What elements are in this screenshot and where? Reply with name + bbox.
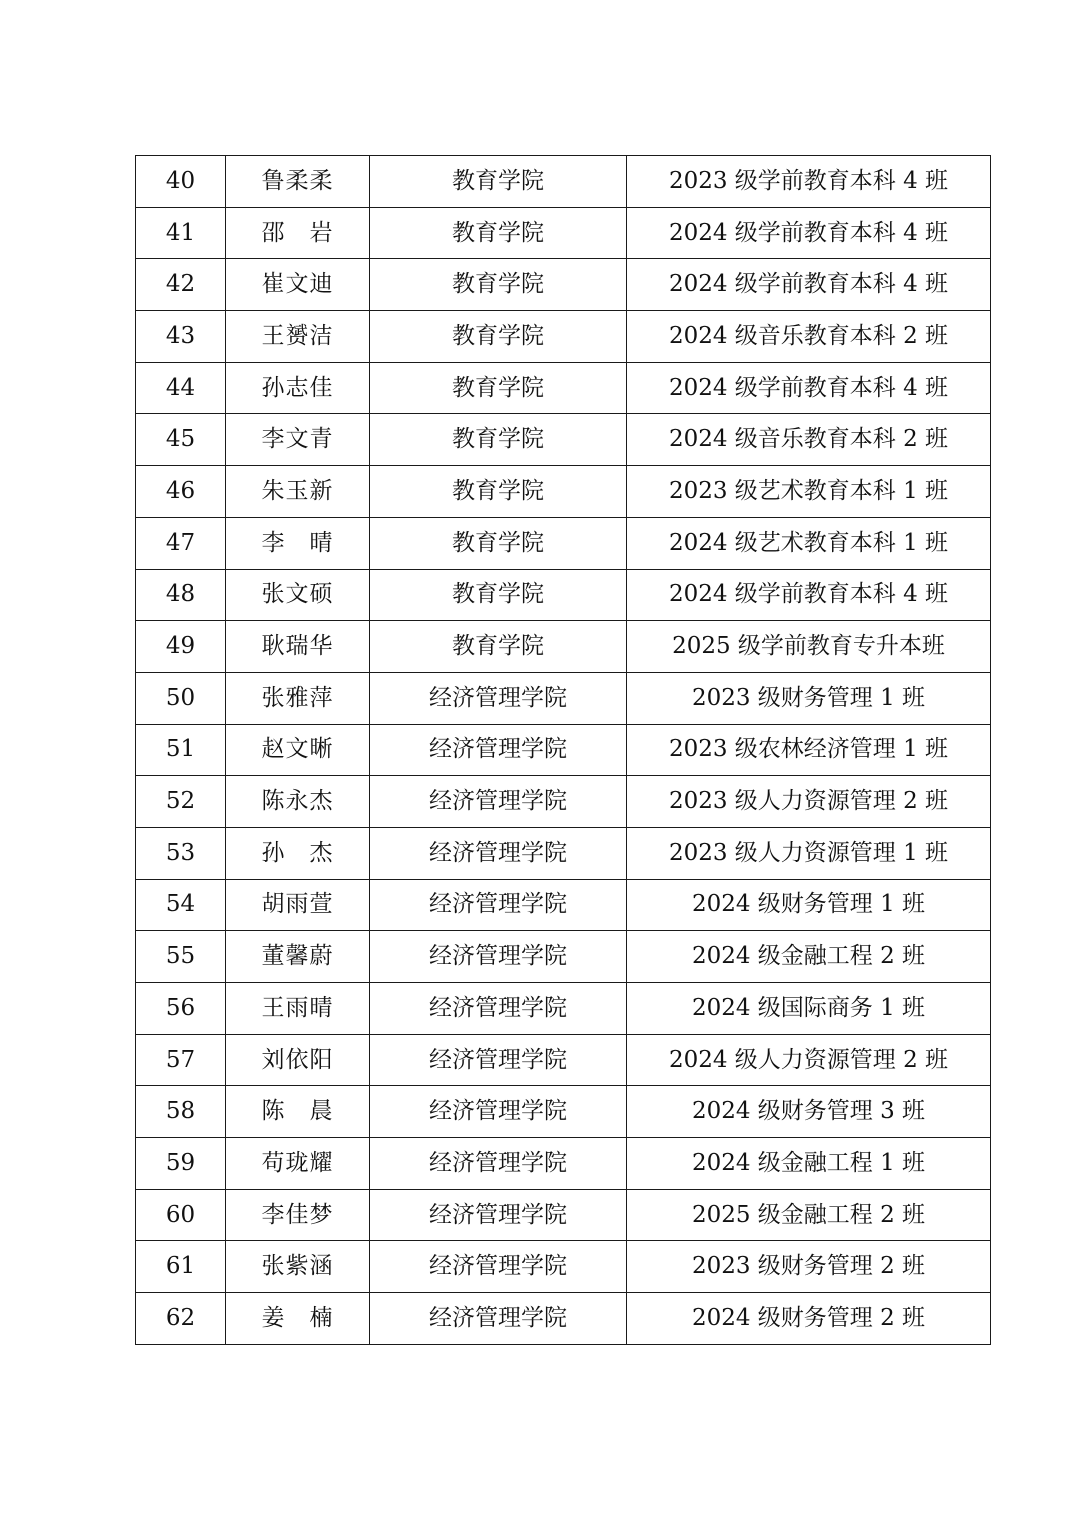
college-name: 教育学院 [370,517,627,569]
college-name: 经济管理学院 [370,983,627,1035]
row-number: 46 [136,466,226,518]
table-row [136,259,991,311]
class-name: 2024 级国际商务 1 班 [627,983,991,1035]
college-name: 教育学院 [370,207,627,259]
table-row [136,569,991,621]
college-name: 经济管理学院 [370,1138,627,1190]
college-name: 经济管理学院 [370,827,627,879]
table-row [136,724,991,776]
college-name: 教育学院 [370,569,627,621]
student-name: 崔文迪 [226,259,370,311]
class-name: 2023 级财务管理 2 班 [627,1241,991,1293]
class-name: 2024 级艺术教育本科 1 班 [627,517,991,569]
class-name: 2024 级财务管理 2 班 [627,1293,991,1345]
college-name: 经济管理学院 [370,1293,627,1345]
row-number: 48 [136,569,226,621]
table-row [136,931,991,983]
row-number: 61 [136,1241,226,1293]
student-name: 赵文晰 [226,724,370,776]
student-name: 张紫涵 [226,1241,370,1293]
student-name: 陈 晨 [226,1086,370,1138]
table-row [136,1034,991,1086]
table-row [136,517,991,569]
student-name: 张文硕 [226,569,370,621]
student-name: 李文青 [226,414,370,466]
student-name: 李 晴 [226,517,370,569]
row-number: 55 [136,931,226,983]
class-name: 2024 级音乐教育本科 2 班 [627,311,991,363]
table-row [136,156,991,208]
college-name: 教育学院 [370,156,627,208]
row-number: 52 [136,776,226,828]
row-number: 44 [136,362,226,414]
college-name: 教育学院 [370,414,627,466]
college-name: 经济管理学院 [370,724,627,776]
student-name: 姜 楠 [226,1293,370,1345]
class-name: 2024 级学前教育本科 4 班 [627,259,991,311]
class-name: 2023 级财务管理 1 班 [627,672,991,724]
college-name: 教育学院 [370,259,627,311]
college-name: 教育学院 [370,466,627,518]
class-name: 2024 级学前教育本科 4 班 [627,569,991,621]
row-number: 41 [136,207,226,259]
table-row [136,1241,991,1293]
college-name: 经济管理学院 [370,1034,627,1086]
class-name: 2024 级财务管理 3 班 [627,1086,991,1138]
row-number: 54 [136,879,226,931]
class-name: 2023 级学前教育本科 4 班 [627,156,991,208]
student-name: 苟珑耀 [226,1138,370,1190]
table-row [136,1138,991,1190]
row-number: 50 [136,672,226,724]
college-name: 经济管理学院 [370,1189,627,1241]
table-row [136,672,991,724]
row-number: 53 [136,827,226,879]
college-name: 经济管理学院 [370,931,627,983]
class-name: 2023 级艺术教育本科 1 班 [627,466,991,518]
class-name: 2023 级农林经济管理 1 班 [627,724,991,776]
class-name: 2024 级人力资源管理 2 班 [627,1034,991,1086]
student-name: 胡雨萱 [226,879,370,931]
college-name: 教育学院 [370,621,627,673]
row-number: 59 [136,1138,226,1190]
row-number: 58 [136,1086,226,1138]
table-row [136,1189,991,1241]
row-number: 42 [136,259,226,311]
college-name: 经济管理学院 [370,1241,627,1293]
student-name: 耿瑞华 [226,621,370,673]
table-row [136,362,991,414]
class-name: 2023 级人力资源管理 2 班 [627,776,991,828]
row-number: 62 [136,1293,226,1345]
class-name: 2024 级财务管理 1 班 [627,879,991,931]
row-number: 56 [136,983,226,1035]
student-name: 董馨蔚 [226,931,370,983]
table-row [136,207,991,259]
row-number: 57 [136,1034,226,1086]
college-name: 经济管理学院 [370,1086,627,1138]
class-name: 2024 级金融工程 1 班 [627,1138,991,1190]
row-number: 60 [136,1189,226,1241]
class-name: 2024 级学前教育本科 4 班 [627,362,991,414]
row-number: 43 [136,311,226,363]
class-name: 2024 级音乐教育本科 2 班 [627,414,991,466]
student-name: 王雨晴 [226,983,370,1035]
class-name: 2024 级学前教育本科 4 班 [627,207,991,259]
student-name: 孙 杰 [226,827,370,879]
table-row [136,466,991,518]
class-name: 2023 级人力资源管理 1 班 [627,827,991,879]
class-name: 2024 级金融工程 2 班 [627,931,991,983]
student-name: 鲁柔柔 [226,156,370,208]
row-number: 47 [136,517,226,569]
roster-body [136,156,991,1345]
college-name: 经济管理学院 [370,672,627,724]
table-row [136,621,991,673]
student-name: 孙志佳 [226,362,370,414]
table-row [136,414,991,466]
student-name: 张雅萍 [226,672,370,724]
student-name: 王赟洁 [226,311,370,363]
table-row [136,311,991,363]
table-row [136,879,991,931]
table-row [136,983,991,1035]
student-name: 邵 岩 [226,207,370,259]
student-name: 李佳梦 [226,1189,370,1241]
table-row [136,1293,991,1345]
college-name: 教育学院 [370,311,627,363]
college-name: 经济管理学院 [370,776,627,828]
class-name: 2025 级金融工程 2 班 [627,1189,991,1241]
student-roster-table [135,155,991,1345]
student-name: 朱玉新 [226,466,370,518]
college-name: 经济管理学院 [370,879,627,931]
table-row [136,827,991,879]
table-row [136,1086,991,1138]
table-row [136,776,991,828]
college-name: 教育学院 [370,362,627,414]
student-name: 陈永杰 [226,776,370,828]
row-number: 51 [136,724,226,776]
student-name: 刘依阳 [226,1034,370,1086]
row-number: 45 [136,414,226,466]
row-number: 40 [136,156,226,208]
class-name: 2025 级学前教育专升本班 [627,621,991,673]
row-number: 49 [136,621,226,673]
